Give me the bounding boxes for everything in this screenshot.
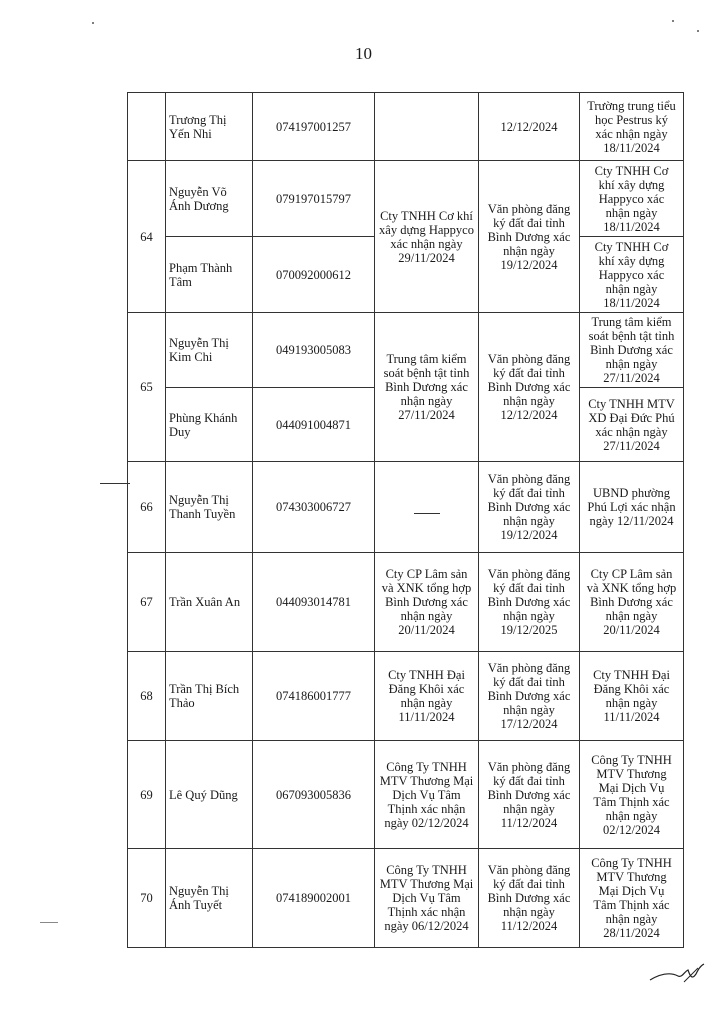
stt-cell: 68	[128, 652, 166, 741]
name-cell: Trần Xuân An	[166, 553, 253, 652]
org-confirm-cell: Cty CP Lâm sản và XNK tổng hợp Bình Dương xác nhận ngày 20/11/2024	[375, 553, 479, 652]
page-number: 10	[355, 44, 372, 63]
name-cell: Phùng Khánh Duy	[166, 388, 253, 462]
signature-initials	[648, 960, 708, 988]
empty-dash	[414, 513, 440, 514]
scan-speck	[92, 22, 94, 24]
office-confirm-cell: 12/12/2024	[479, 93, 580, 161]
stt-cell: 69	[128, 741, 166, 849]
id-cell: 049193005083	[253, 313, 375, 388]
records-table	[127, 92, 684, 948]
org-confirm-cell: Cty TNHH Đại Đăng Khôi xác nhận ngày 11/11/2024	[375, 652, 479, 741]
org-confirm-cell: Trung tâm kiểm soát bệnh tật tỉnh Bình Dương xác nhận ngày 27/11/2024	[375, 313, 479, 462]
table-row	[128, 553, 684, 652]
name-cell: Nguyễn Võ Ánh Dương	[166, 161, 253, 237]
table-row	[128, 652, 684, 741]
id-cell: 074197001257	[253, 93, 375, 161]
id-cell: 044091004871	[253, 388, 375, 462]
id-cell: 067093005836	[253, 741, 375, 849]
residence-confirm-cell: Công Ty TNHH MTV Thương Mại Dịch Vụ Tâm Thịnh xác nhận ngày 28/11/2024	[580, 849, 684, 948]
org-confirm-cell	[375, 462, 479, 553]
table-row	[128, 741, 684, 849]
stt-cell: 64	[128, 161, 166, 313]
table-row	[128, 313, 684, 388]
residence-confirm-cell: Trường trung tiểu học Pestrus ký xác nhận ngày 18/11/2024	[580, 93, 684, 161]
name-cell: Nguyễn Thị Thanh Tuyền	[166, 462, 253, 553]
margin-mark	[100, 483, 130, 484]
office-confirm-cell: Văn phòng đăng ký đất đai tỉnh Bình Dương xác nhận ngày 11/12/2024	[479, 741, 580, 849]
id-cell: 070092000612	[253, 237, 375, 313]
residence-confirm-cell: UBND phường Phú Lợi xác nhận ngày 12/11/2024	[580, 462, 684, 553]
residence-confirm-cell: Cty TNHH MTV XD Đại Đức Phú xác nhận ngày 27/11/2024	[580, 388, 684, 462]
stt-cell: 66	[128, 462, 166, 553]
org-confirm-cell	[375, 93, 479, 161]
id-cell: 074186001777	[253, 652, 375, 741]
residence-confirm-cell: Cty TNHH Cơ khí xây dựng Happyco xác nhận ngày 18/11/2024	[580, 161, 684, 237]
residence-confirm-cell: Công Ty TNHH MTV Thương Mại Dịch Vụ Tâm Thịnh xác nhận ngày 02/12/2024	[580, 741, 684, 849]
org-confirm-cell: Công Ty TNHH MTV Thương Mại Dịch Vụ Tâm Thịnh xác nhận ngày 02/12/2024	[375, 741, 479, 849]
office-confirm-cell: Văn phòng đăng ký đất đai tỉnh Bình Dương xác nhận ngày 12/12/2024	[479, 313, 580, 462]
office-confirm-cell: Văn phòng đăng ký đất đai tỉnh Bình Dương xác nhận ngày 11/12/2024	[479, 849, 580, 948]
name-cell: Trương Thị Yến Nhi	[166, 93, 253, 161]
residence-confirm-cell: Cty TNHH Cơ khí xây dựng Happyco xác nhận ngày 18/11/2024	[580, 237, 684, 313]
name-cell: Trần Thị Bích Thảo	[166, 652, 253, 741]
name-cell: Phạm Thành Tâm	[166, 237, 253, 313]
office-confirm-cell: Văn phòng đăng ký đất đai tỉnh Bình Dương xác nhận ngày 19/12/2024	[479, 462, 580, 553]
office-confirm-cell: Văn phòng đăng ký đất đai tỉnh Bình Dương xác nhận ngày 19/12/2025	[479, 553, 580, 652]
stt-cell: 65	[128, 313, 166, 462]
office-confirm-cell: Văn phòng đăng ký đất đai tỉnh Bình Dương xác nhận ngày 17/12/2024	[479, 652, 580, 741]
id-cell: 074303006727	[253, 462, 375, 553]
name-cell: Nguyễn Thị Ánh Tuyết	[166, 849, 253, 948]
residence-confirm-cell: Cty TNHH Đại Đăng Khôi xác nhận ngày 11/11/2024	[580, 652, 684, 741]
id-cell: 044093014781	[253, 553, 375, 652]
stt-cell	[128, 93, 166, 161]
table-row	[128, 849, 684, 948]
table-row	[128, 93, 684, 161]
stt-cell: 70	[128, 849, 166, 948]
table-row	[128, 161, 684, 237]
table-row	[128, 462, 684, 553]
name-cell: Nguyễn Thị Kim Chi	[166, 313, 253, 388]
org-confirm-cell: Công Ty TNHH MTV Thương Mại Dịch Vụ Tâm Thịnh xác nhận ngày 06/12/2024	[375, 849, 479, 948]
stt-cell: 67	[128, 553, 166, 652]
margin-mark	[40, 922, 58, 923]
residence-confirm-cell: Trung tâm kiểm soát bệnh tật tỉnh Bình Dương xác nhận ngày 27/11/2024	[580, 313, 684, 388]
id-cell: 079197015797	[253, 161, 375, 237]
name-cell: Lê Quý Dũng	[166, 741, 253, 849]
org-confirm-cell: Cty TNHH Cơ khí xây dựng Happyco xác nhận ngày 29/11/2024	[375, 161, 479, 313]
scan-speck	[697, 30, 699, 32]
id-cell: 074189002001	[253, 849, 375, 948]
scan-speck	[672, 20, 674, 22]
office-confirm-cell: Văn phòng đăng ký đất đai tỉnh Bình Dương xác nhận ngày 19/12/2024	[479, 161, 580, 313]
residence-confirm-cell: Cty CP Lâm sản và XNK tổng hợp Bình Dương xác nhận ngày 20/11/2024	[580, 553, 684, 652]
